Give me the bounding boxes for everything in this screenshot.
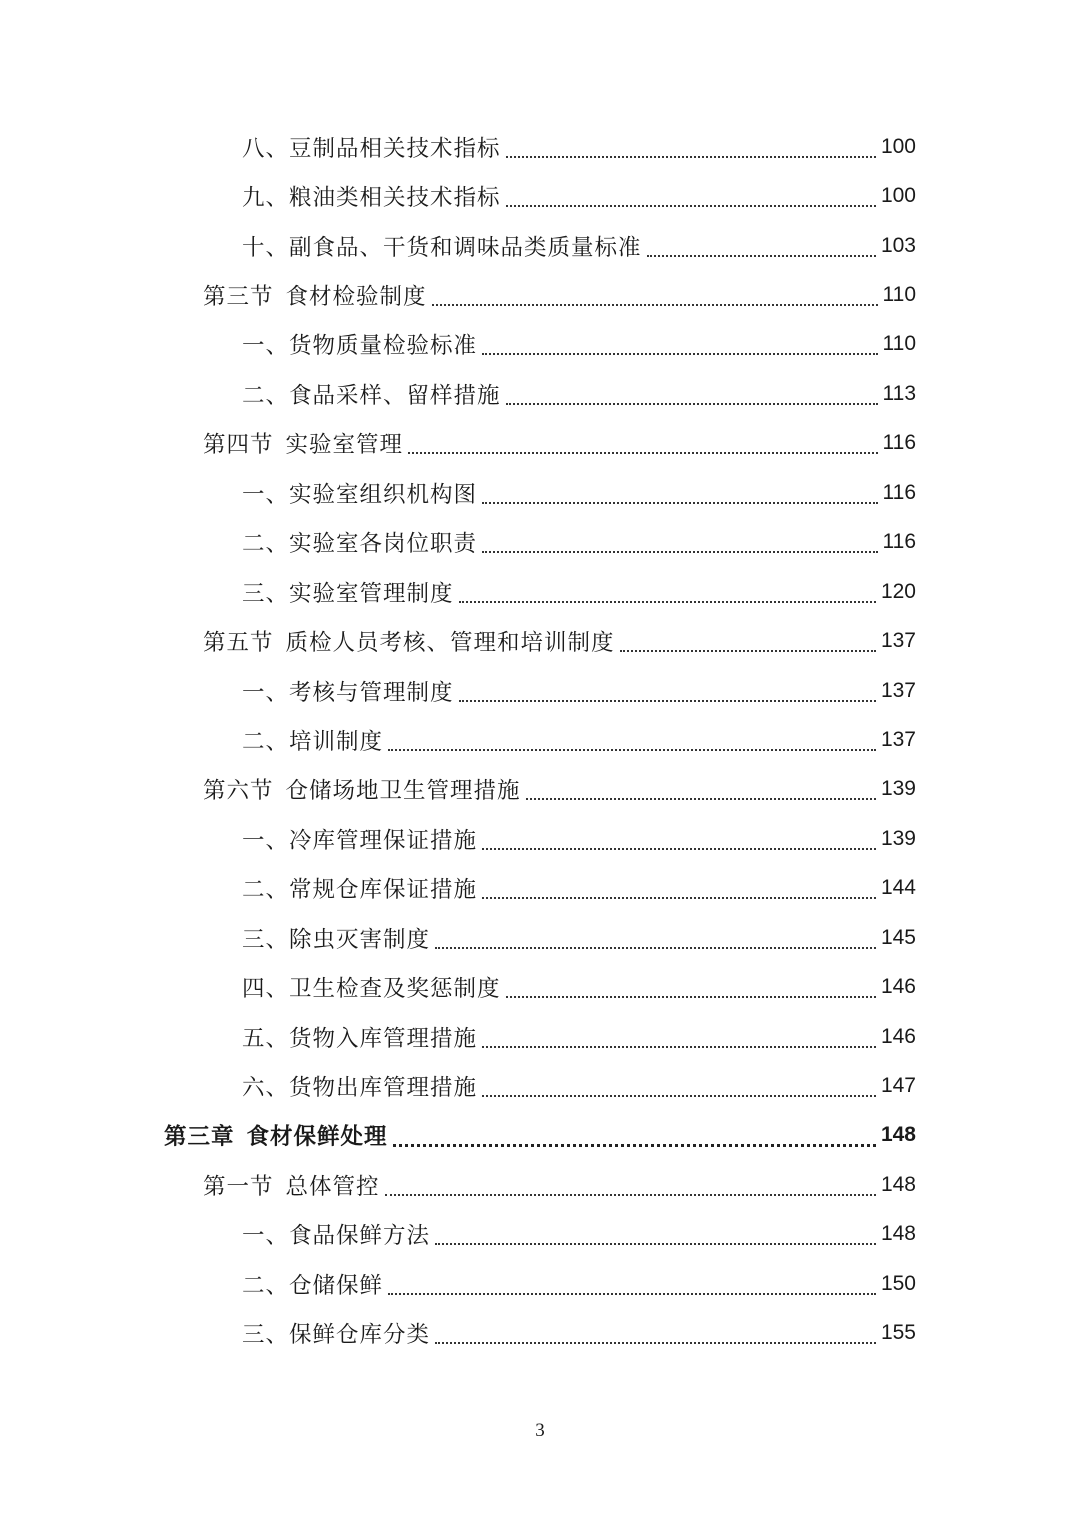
toc-entry-title [242,230,642,262]
toc-entry-page-number: 148 [880,1172,916,1196]
toc-dot-leader [432,304,878,306]
toc-entry-label: 食材保鲜处理 [246,1124,388,1151]
toc-entry-page-number: 148 [880,1222,916,1246]
toc-subsection-entry[interactable] [0,1012,1080,1061]
toc-entry-page-number: 116 [882,530,916,554]
toc-entry-label: 一、冷库管理保证措施 [242,827,478,854]
toc-section-entry[interactable] [0,270,1080,319]
toc-entry-title [242,823,477,855]
toc-subsection-entry[interactable] [0,1259,1080,1308]
toc-dot-leader [385,1194,876,1196]
toc-dot-leader [506,156,876,158]
toc-entry-page-number: 139 [880,826,916,850]
toc-entry-label: 九、粮油类相关技术指标 [242,185,501,212]
toc-entry-page-number: 137 [880,629,916,653]
toc-dot-leader [482,551,878,553]
toc-entry-title [242,131,501,163]
toc-entry-title [242,477,477,509]
toc-entry-label: 一、实验室组织机构图 [242,481,478,508]
toc-dot-leader [506,403,878,405]
toc-entry-page-number: 103 [880,233,916,257]
toc-entry-section-label: 第四节 [203,432,274,459]
toc-dot-leader [482,897,876,899]
toc-entry-label: 六、货物出库管理措施 [242,1075,478,1102]
toc-subsection-entry[interactable] [0,1210,1080,1259]
toc-entry-label: 食材检验制度 [285,284,427,311]
toc-entry-page-number: 155 [880,1321,916,1345]
toc-entry-label: 二、仓储保鲜 [242,1272,384,1299]
toc-subsection-entry[interactable] [0,567,1080,616]
toc-subsection-entry[interactable] [0,320,1080,369]
toc-dot-leader [408,452,877,454]
toc-dot-leader [459,700,876,702]
toc-chapter-entry[interactable] [0,1111,1080,1160]
toc-entry-label: 二、实验室各岗位职责 [242,531,478,558]
toc-entry-label: 四、卫生检查及奖惩制度 [242,976,501,1003]
toc-dot-leader [388,749,876,751]
toc-entry-label: 三、实验室管理制度 [242,580,454,607]
toc-entry-title [242,526,477,558]
toc-entry-label: 质检人员考核、管理和培训制度 [285,630,615,657]
toc-entry-title [242,675,454,707]
toc-entry-label: 一、货物质量检验标准 [242,333,478,360]
toc-entry-page-number: 100 [880,184,916,208]
toc-entry-section-label: 第五节 [203,630,274,657]
toc-dot-leader [482,353,878,355]
table-of-contents [0,122,1080,1358]
toc-entry-label: 二、常规仓库保证措施 [242,877,478,904]
toc-entry-page-number: 139 [880,777,916,801]
toc-entry-page-number: 146 [880,1024,916,1048]
toc-dot-leader [506,205,876,207]
toc-entry-title [242,724,383,756]
toc-entry-page-number: 137 [880,678,916,702]
toc-entry-label: 三、保鲜仓库分类 [242,1322,431,1349]
toc-subsection-entry[interactable] [0,913,1080,962]
toc-entry-page-number: 116 [882,431,916,455]
toc-entry-page-number: 144 [880,876,916,900]
toc-section-entry[interactable] [0,419,1080,468]
toc-entry-title [242,378,501,410]
toc-entry-title [242,180,501,212]
toc-dot-leader [435,947,876,949]
toc-subsection-entry[interactable] [0,962,1080,1011]
toc-subsection-entry[interactable] [0,171,1080,220]
toc-subsection-entry[interactable] [0,518,1080,567]
toc-entry-title [242,1218,430,1250]
toc-dot-leader [388,1293,876,1295]
toc-subsection-entry[interactable] [0,666,1080,715]
toc-subsection-entry[interactable] [0,468,1080,517]
toc-dot-leader [526,798,876,800]
toc-entry-page-number: 110 [882,332,916,356]
toc-entry-page-number: 146 [880,975,916,999]
toc-entry-title [242,872,477,904]
toc-subsection-entry[interactable] [0,122,1080,171]
toc-dot-leader [620,650,876,652]
toc-subsection-entry[interactable] [0,221,1080,270]
toc-entry-label: 实验室管理 [285,432,404,459]
toc-entry-title [203,427,403,459]
toc-dot-leader [482,848,876,850]
toc-entry-label: 二、食品采样、留样措施 [242,382,501,409]
toc-entry-page-number: 110 [882,283,916,307]
toc-dot-leader [482,502,878,504]
toc-dot-leader [459,601,876,603]
toc-entry-title [203,773,521,805]
toc-section-entry[interactable] [0,765,1080,814]
toc-entry-label: 总体管控 [285,1173,380,1200]
toc-entry-title [242,922,430,954]
toc-entry-title [203,625,615,657]
toc-entry-title [203,279,427,311]
toc-subsection-entry[interactable] [0,369,1080,418]
toc-dot-leader [435,1342,876,1344]
toc-entry-section-label: 第一节 [203,1173,274,1200]
toc-entry-label: 二、培训制度 [242,728,384,755]
toc-entry-section-label: 第六节 [203,778,274,805]
toc-entry-title [203,1169,380,1201]
toc-entry-page-number: 150 [880,1271,916,1295]
toc-entry-title [242,576,454,608]
toc-dot-leader [647,255,876,257]
toc-entry-title [242,328,477,360]
toc-entry-page-number: 113 [882,381,916,405]
toc-entry-title [242,1021,477,1053]
toc-entry-page-number: 137 [880,727,916,751]
toc-entry-label: 十、副食品、干货和调味品类质量标准 [242,234,642,261]
toc-entry-label: 五、货物入库管理措施 [242,1025,478,1052]
toc-subsection-entry[interactable] [0,814,1080,863]
toc-entry-title [242,1317,430,1349]
toc-subsection-entry[interactable] [0,1061,1080,1110]
toc-entry-title [242,1070,477,1102]
toc-entry-section-label: 第三章 [164,1124,235,1151]
toc-section-entry[interactable] [0,616,1080,665]
toc-dot-leader [506,996,876,998]
toc-dot-leader [393,1144,876,1147]
toc-entry-page-number: 120 [880,579,916,603]
toc-entry-page-number: 116 [882,480,916,504]
toc-dot-leader [435,1243,876,1245]
toc-entry-label: 仓储场地卫生管理措施 [285,778,521,805]
toc-entry-page-number: 148 [880,1123,916,1147]
toc-entry-page-number: 147 [880,1074,916,1098]
toc-entry-label: 一、食品保鲜方法 [242,1223,431,1250]
toc-entry-label: 八、豆制品相关技术指标 [242,135,501,162]
toc-dot-leader [482,1095,876,1097]
toc-entry-title [242,1268,383,1300]
toc-dot-leader [482,1046,876,1048]
toc-subsection-entry[interactable] [0,1309,1080,1358]
toc-section-entry[interactable] [0,1160,1080,1209]
toc-entry-page-number: 100 [880,134,916,158]
toc-entry-page-number: 145 [880,925,916,949]
toc-subsection-entry[interactable] [0,864,1080,913]
toc-entry-label: 三、除虫灭害制度 [242,926,431,953]
page-number: 3 [535,1420,545,1441]
toc-subsection-entry[interactable] [0,715,1080,764]
toc-entry-title [164,1119,388,1151]
toc-entry-label: 一、考核与管理制度 [242,679,454,706]
toc-entry-title [242,971,501,1003]
toc-entry-section-label: 第三节 [203,284,274,311]
